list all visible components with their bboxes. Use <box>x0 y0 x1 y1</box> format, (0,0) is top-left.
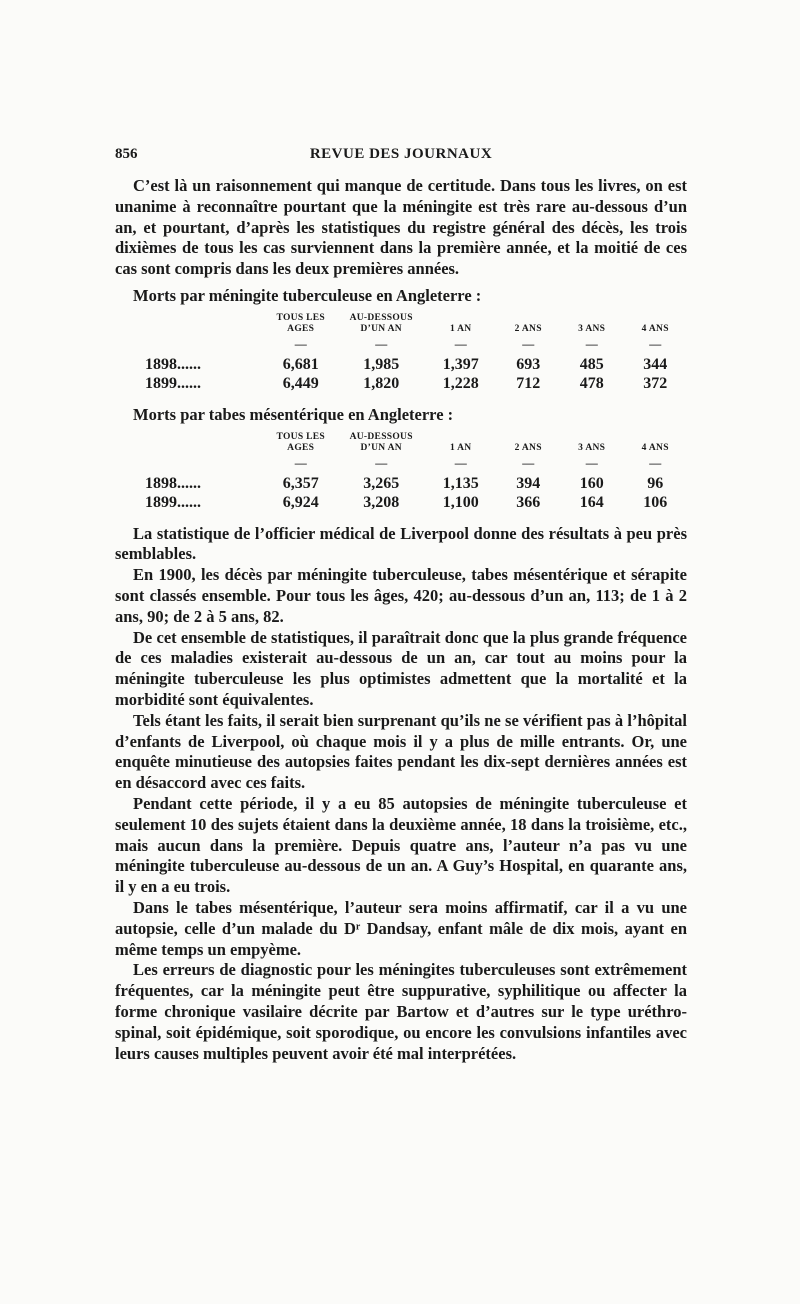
table-cell: 1,135 <box>442 474 479 492</box>
dash-rule: — <box>649 455 662 470</box>
paragraph: La statistique de l’officier médical de Liverpool donne des résultats à peu près semblables. <box>115 523 687 564</box>
page-body <box>115 176 687 1064</box>
column-header: 2 ANS <box>514 442 542 453</box>
dash-rule: — <box>454 336 467 351</box>
table-cell: 372 <box>643 374 668 392</box>
dash-rule: — <box>294 336 307 351</box>
dash-rule: — <box>454 455 467 470</box>
column-header: TOUS LES AGES <box>276 431 325 453</box>
table-cell: 1,228 <box>442 374 479 392</box>
table-cell: 6,924 <box>282 493 319 511</box>
table-cell: 366 <box>516 493 541 511</box>
column-header: 1 AN <box>449 442 472 453</box>
paragraph: Tels étant les faits, il serait bien surprenant qu’ils ne se vérifient pas à l’hôpital d’enfants de Liverpool, où chaque mois il y a plus de mille entrants. Or, une enquête minutieuse des autopsies faites pendant les dix-sept dernières années est en désaccord avec ces faits. <box>115 710 687 793</box>
paragraph: Pendant cette période, il y a eu 85 autopsies de méningite tuberculeuse et seulement 10 des sujets étaient dans la deuxième année, 18 dans la troisième, etc., mais aucun dans la première. Depuis quatre ans, l’auteur n’a pas vu une méningite tuberculeuse au-dessous de un an. A Guy’s Hospital, en quarante ans, il y en a eu trois. <box>115 793 687 897</box>
table-row <box>143 374 687 393</box>
table-cell: 3,208 <box>363 493 400 511</box>
table-cell: 344 <box>643 355 668 373</box>
paragraph: Les erreurs de diagnostic pour les méningites tuberculeuses sont extrêmement fréquentes, car la méningite peut être suppurative, syphilitique ou affecter la forme chronique vasilaire décrite par Bartow et d’autres sur le type uréthro-spinal, soit épidémique, soit sporodique, ou encore les convulsions infantiles avec leurs causes multiples peuvent avoir été mal interprétées. <box>115 960 687 1063</box>
table-cell: 96 <box>647 474 664 492</box>
table-cell: 478 <box>579 374 604 392</box>
table-cell: 1,985 <box>363 355 400 373</box>
dash-rule: — <box>375 336 388 351</box>
dash-rule: — <box>522 455 535 470</box>
table-cell: 712 <box>516 374 541 392</box>
dash-rule: — <box>522 336 535 351</box>
page-number: 856 <box>115 146 138 162</box>
row-year: 1898...... <box>145 474 201 492</box>
column-header: 4 ANS <box>641 442 669 453</box>
table-cell: 6,357 <box>282 474 319 492</box>
table-cell: 160 <box>579 474 604 492</box>
table-cell: 164 <box>579 493 604 511</box>
table-cell: 3,265 <box>363 474 400 492</box>
table-cell: 693 <box>516 355 541 373</box>
paragraph: En 1900, les décès par méningite tuberculeuse, tabes mésentérique et sérapite sont classés ensemble. Pour tous les âges, 420; au-dessous d’un an, 113; de 1 à 2 ans, 90; de 2 à 5 ans, 82. <box>115 565 687 626</box>
column-header: AU-DESSOUS D’UN AN <box>349 431 413 453</box>
table-cell: 106 <box>643 493 668 511</box>
table-cell: 394 <box>516 474 541 492</box>
table-cell: 6,681 <box>282 355 319 373</box>
dash-rule: — <box>294 455 307 470</box>
running-title: REVUE DES JOURNAUX <box>309 146 493 162</box>
column-header: 2 ANS <box>514 323 542 334</box>
table-cell: 1,820 <box>363 374 400 392</box>
table-cell: 6,449 <box>282 374 319 392</box>
table-cell: 485 <box>579 355 604 373</box>
stats-table-tabes <box>143 432 687 512</box>
column-header: 1 AN <box>449 323 472 334</box>
table-caption: Morts par tabes mésentérique en Angleterre : <box>133 404 454 424</box>
dash-rule: — <box>375 455 388 470</box>
paragraph: Dans le tabes mésentérique, l’auteur sera moins affirmatif, car il a vu une autopsie, celle d’un malade du Dʳ Dandsay, enfant mâle de dix mois, ayant en même temps un empyème. <box>115 897 687 959</box>
table-cell: 1,100 <box>442 493 479 511</box>
paragraph: De cet ensemble de statistiques, il paraîtrait donc que la plus grande fréquence de ces maladies existerait au-dessous de un an, car tout au moins pour la méningite tuberculeuse les plus optimistes admettent que la mortalité et la morbidité sont équivalentes. <box>115 627 687 709</box>
column-header: 3 ANS <box>578 323 606 334</box>
row-year: 1899...... <box>145 374 201 392</box>
column-header: 3 ANS <box>578 442 606 453</box>
column-header: AU-DESSOUS D’UN AN <box>349 312 413 334</box>
paragraph: C’est là un raisonnement qui manque de certitude. Dans tous les livres, on est unanime à reconnaître pourtant que la méningite est très rare au-dessous d’un an, et pourtant, d’après les statistiques du registre général des décès, les trois dixièmes de tous les cas surviennent dans la première année, et la moitié de ces cas sont compris dans les deux premières années. <box>115 176 687 279</box>
dash-rule: — <box>649 336 662 351</box>
stats-table-meningite <box>143 313 687 393</box>
table-caption: Morts par méningite tuberculeuse en Angleterre : <box>133 285 482 305</box>
dash-rule: — <box>585 336 598 351</box>
table-row <box>143 355 687 374</box>
table-cell: 1,397 <box>442 355 479 373</box>
row-year: 1899...... <box>145 493 201 511</box>
row-year: 1898...... <box>145 355 201 373</box>
page-header <box>115 146 687 168</box>
table-row <box>143 493 687 512</box>
table-row <box>143 474 687 493</box>
column-header: 4 ANS <box>641 323 669 334</box>
dash-rule: — <box>585 455 598 470</box>
column-header: TOUS LES AGES <box>276 312 325 334</box>
